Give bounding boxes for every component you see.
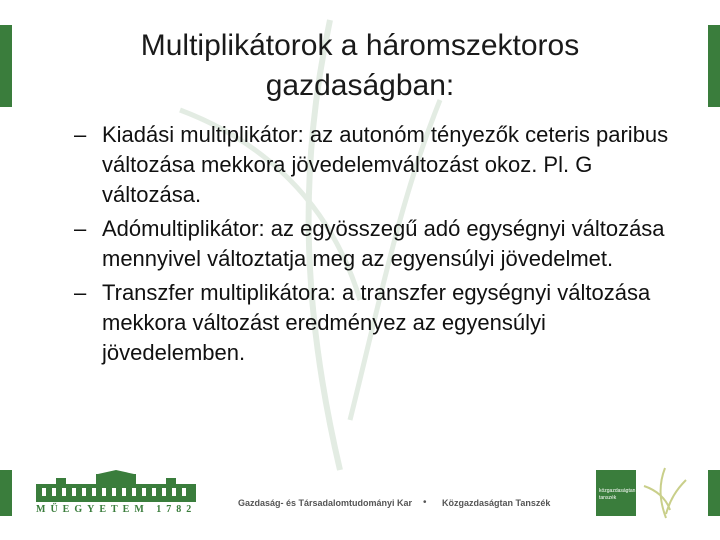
university-building-logo-icon xyxy=(36,470,196,502)
title-line-1: Multiplikátorok a háromszektoros xyxy=(140,29,580,62)
footer-separator: • xyxy=(423,497,427,508)
right-top-accent-bar xyxy=(708,25,720,107)
bullet-text: Kiadási multiplikátor: az autonóm tényezők ceteris paribus változása mekkora jövedelemváltozást okoz. Pl. G változása. xyxy=(102,122,669,207)
department-leaf-logo-icon xyxy=(640,466,690,520)
title-line-2: gazdaságban: xyxy=(265,69,455,102)
left-top-accent-bar xyxy=(0,25,12,107)
bullet-dash: – xyxy=(74,280,87,305)
department-logo-box xyxy=(596,470,636,516)
slide-title xyxy=(60,26,660,106)
bullet-text: Transzfer multiplikátora: a transzfer egységnyi változása mekkora változást eredményez az egyensúlyi jövedelemben. xyxy=(102,280,651,365)
bullet-spending-multiplier xyxy=(74,120,684,210)
department-logo-text: közgazdaságtan tanszék xyxy=(599,488,636,501)
footer xyxy=(0,462,720,522)
bullet-transfer-multiplier xyxy=(74,278,684,368)
bullet-dash: – xyxy=(74,122,87,147)
department-name: Közgazdaságtan Tanszék xyxy=(442,498,551,508)
faculty-name: Gazdaság- és Társadalomtudományi Kar xyxy=(238,498,413,508)
bullet-text: Adómultiplikátor: az egyösszegű adó egységnyi változása mennyivel változtatja meg az egyensúlyi jövedelmet. xyxy=(102,216,665,271)
bullet-list xyxy=(74,120,684,372)
university-motto: MŰEGYETEM 1782 xyxy=(36,504,197,515)
bullet-dash: – xyxy=(74,216,87,241)
bullet-tax-multiplier xyxy=(74,214,684,274)
